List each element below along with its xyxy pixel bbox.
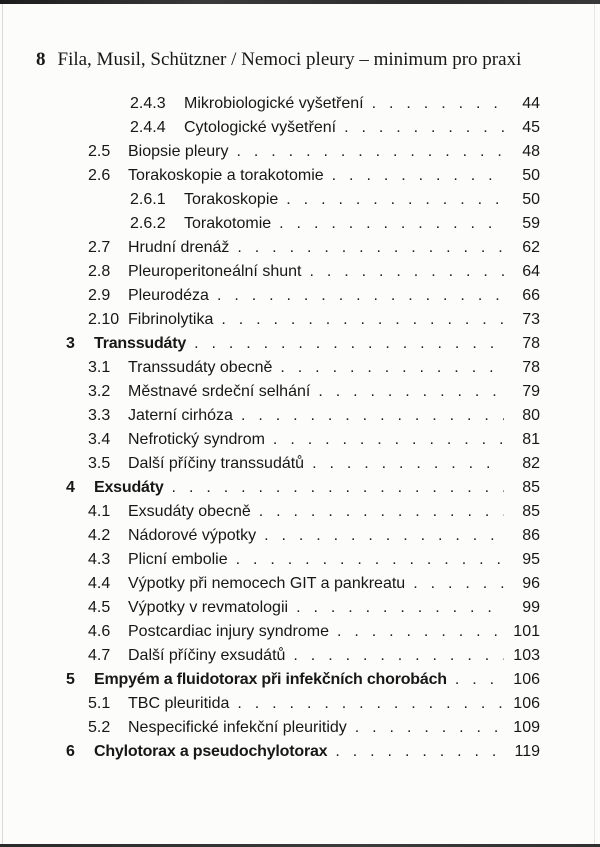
toc-entry-title: Hrudní drenáž: [128, 239, 230, 256]
toc-entry-page: 101: [513, 623, 540, 640]
toc-entry-number: 2.6.1: [130, 191, 166, 208]
dot-leader: [238, 404, 504, 428]
toc-entry-number: 3.2: [88, 383, 111, 400]
toc-entry-title: Exsudáty obecně: [128, 503, 251, 520]
toc-entry-title: Exsudáty: [94, 479, 164, 496]
toc-entry: [0, 524, 540, 548]
toc-entry-number: 4.2: [88, 527, 111, 544]
toc-entry-title: Jaterní cirhóza: [128, 407, 233, 424]
toc-entry-number: 2.6: [88, 167, 111, 184]
toc-entry-number: 2.4.3: [130, 95, 166, 112]
dot-leader: [276, 212, 504, 236]
toc-entry: [0, 644, 540, 668]
toc-entry-page: 106: [513, 671, 540, 688]
toc-entry-title: Transsudáty obecně: [128, 359, 273, 376]
toc-entry-title: Nádorové výpotky: [128, 527, 257, 544]
dot-leader: [218, 308, 504, 332]
running-head: [36, 49, 560, 71]
toc-entry-number: 4.3: [88, 551, 111, 568]
toc-entry-title: Chylotorax a pseudochylotorax: [94, 743, 328, 760]
toc-entry: [0, 212, 540, 236]
toc-entry-number: 3.3: [88, 407, 111, 424]
dot-leader: [309, 452, 504, 476]
toc-entry-number: 5: [66, 671, 75, 688]
dot-leader: [329, 164, 504, 188]
toc-entry-number: 3.5: [88, 455, 111, 472]
toc-entry-title: Fibrinolytika: [128, 311, 214, 328]
dot-leader: [283, 188, 504, 212]
toc-entry-number: 2.4.4: [130, 119, 166, 136]
toc-entry-title: Transsudáty: [94, 335, 187, 352]
toc-entry-page: 95: [522, 551, 540, 568]
dot-leader: [261, 524, 504, 548]
toc-entry-title: Biopsie pleury: [128, 143, 229, 160]
dot-leader: [332, 740, 504, 764]
toc-entry-number: 4.5: [88, 599, 111, 616]
toc-entry: [0, 380, 540, 404]
toc-entry-title: Další příčiny exsudátů: [128, 647, 286, 664]
toc-entry-title: Postcardiac injury syndrome: [128, 623, 329, 640]
toc-entry: [0, 452, 540, 476]
toc-entry-title: Nefrotický syndrom: [128, 431, 265, 448]
toc-entry-title: Empyém a fluidotorax při infekčních chorobách: [94, 671, 447, 688]
toc-entry: [0, 164, 540, 188]
toc-entry-page: 99: [522, 599, 540, 616]
toc-entry-number: 4.7: [88, 647, 111, 664]
dot-leader: [256, 500, 504, 524]
dot-leader: [293, 596, 504, 620]
dot-leader: [169, 476, 504, 500]
toc-entry-page: 106: [513, 695, 540, 712]
toc-entry-page: 80: [522, 407, 540, 424]
toc-entry-number: 3: [66, 335, 75, 352]
table-of-contents: [0, 92, 540, 764]
dot-leader: [369, 92, 504, 116]
toc-entry-number: 4.1: [88, 503, 111, 520]
toc-entry: [0, 476, 540, 500]
toc-entry: [0, 284, 540, 308]
dot-leader: [214, 284, 504, 308]
dot-leader: [290, 644, 504, 668]
toc-entry: [0, 332, 540, 356]
dot-leader: [315, 380, 504, 404]
toc-entry-page: 45: [522, 119, 540, 136]
toc-entry-page: 66: [522, 287, 540, 304]
toc-entry-title: Mikrobiologické vyšetření: [184, 95, 364, 112]
toc-entry: [0, 500, 540, 524]
toc-entry-page: 103: [513, 647, 540, 664]
toc-entry-title: Výpotky při nemocech GIT a pankreatu: [128, 575, 406, 592]
dot-leader: [410, 572, 504, 596]
toc-entry-page: 86: [522, 527, 540, 544]
toc-entry-title: Městnavé srdeční selhání: [128, 383, 311, 400]
toc-entry: [0, 356, 540, 380]
toc-entry-page: 119: [514, 743, 540, 760]
toc-entry: [0, 404, 540, 428]
toc-entry: [0, 620, 540, 644]
toc-entry-page: 78: [522, 335, 540, 352]
toc-entry: [0, 236, 540, 260]
toc-entry-page: 50: [522, 167, 540, 184]
toc-entry-page: 85: [522, 503, 540, 520]
toc-entry-title: Výpotky v revmatologii: [128, 599, 289, 616]
toc-entry-page: 78: [522, 359, 540, 376]
dot-leader: [191, 332, 504, 356]
toc-entry-title: Pleuroperitoneální shunt: [128, 263, 302, 280]
toc-entry: [0, 596, 540, 620]
toc-entry-page: 62: [522, 239, 540, 256]
toc-entry-page: 59: [522, 215, 540, 232]
toc-entry-page: 48: [522, 143, 540, 160]
toc-entry: [0, 260, 540, 284]
toc-entry: [0, 140, 540, 164]
dot-leader: [234, 236, 504, 260]
dot-leader: [234, 140, 505, 164]
toc-entry: [0, 92, 540, 116]
toc-entry-title: Torakoskopie: [184, 191, 279, 208]
scan-edge-top: [0, 0, 600, 4]
dot-leader: [334, 620, 504, 644]
toc-entry-page: 73: [522, 311, 540, 328]
toc-entry: [0, 116, 540, 140]
toc-entry-number: 5.2: [88, 719, 111, 736]
toc-entry-title: Nespecifické infekční pleuritidy: [128, 719, 347, 736]
toc-entry-page: 44: [522, 95, 540, 112]
toc-entry-page: 64: [522, 263, 540, 280]
toc-entry-number: 5.1: [88, 695, 111, 712]
dot-leader: [277, 356, 504, 380]
toc-entry: [0, 428, 540, 452]
toc-entry-title: TBC pleuritida: [128, 695, 230, 712]
toc-entry: [0, 572, 540, 596]
toc-entry-number: 4.6: [88, 623, 111, 640]
toc-entry-number: 4.4: [88, 575, 111, 592]
toc-entry-title: Pleurodéza: [128, 287, 209, 304]
toc-entry-number: 2.7: [88, 239, 111, 256]
toc-entry-page: 109: [513, 719, 540, 736]
dot-leader: [234, 692, 504, 716]
toc-entry-page: 81: [522, 431, 540, 448]
dot-leader: [306, 260, 504, 284]
dot-leader: [233, 548, 504, 572]
toc-entry-title: Další příčiny transsudátů: [128, 455, 305, 472]
page-number: 8: [36, 49, 46, 70]
toc-entry-title: Torakotomie: [184, 215, 272, 232]
toc-entry-page: 82: [522, 455, 540, 472]
dot-leader: [352, 716, 504, 740]
toc-entry: [0, 188, 540, 212]
toc-entry: [0, 668, 540, 692]
toc-entry: [0, 716, 540, 740]
toc-entry-title: Torakoskopie a torakotomie: [128, 167, 324, 184]
toc-entry: [0, 548, 540, 572]
toc-entry-title: Plicní embolie: [128, 551, 228, 568]
toc-entry-number: 2.10: [88, 311, 120, 328]
dot-leader: [452, 668, 504, 692]
dot-leader: [341, 116, 504, 140]
toc-entry: [0, 740, 540, 764]
toc-entry: [0, 692, 540, 716]
toc-entry-number: 2.9: [88, 287, 111, 304]
scan-edge-right: [594, 4, 595, 844]
toc-entry-page: 85: [522, 479, 540, 496]
running-title: Fila, Musil, Schützner / Nemoci pleury – minimum pro praxi: [57, 49, 522, 70]
toc-entry-number: 6: [66, 743, 75, 760]
toc-entry: [0, 308, 540, 332]
toc-entry-page: 96: [522, 575, 540, 592]
toc-entry-number: 3.4: [88, 431, 111, 448]
toc-entry-number: 2.6.2: [130, 215, 166, 232]
toc-entry-title: Cytologické vyšetření: [184, 119, 337, 136]
toc-entry-number: 3.1: [88, 359, 111, 376]
toc-entry-number: 4: [66, 479, 75, 496]
toc-entry-number: 2.5: [88, 143, 111, 160]
toc-entry-page: 79: [522, 383, 540, 400]
toc-entry-page: 50: [522, 191, 540, 208]
toc-entry-number: 2.8: [88, 263, 111, 280]
dot-leader: [270, 428, 504, 452]
